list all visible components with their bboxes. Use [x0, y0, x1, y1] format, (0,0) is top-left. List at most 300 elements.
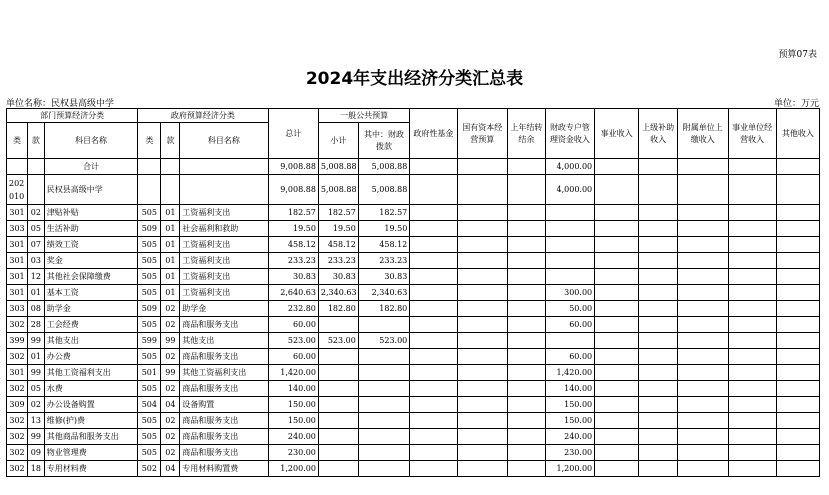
subtotal-cell [318, 349, 358, 365]
unit-row [7, 175, 820, 205]
state-capital-cell [457, 381, 507, 397]
dept-kuan-cell: 99 [28, 365, 45, 381]
carryover-cell [507, 253, 545, 269]
other-income-cell [776, 381, 819, 397]
gov-fund-cell [410, 301, 457, 317]
total-amount-cell: 182.57 [268, 205, 318, 221]
operating-income-cell [728, 397, 776, 413]
total-amount-cell: 140.00 [268, 381, 318, 397]
affiliate-income-cell [678, 397, 728, 413]
special-fund-cell: 60.00 [545, 317, 594, 333]
state-capital-cell [457, 413, 507, 429]
gov-classification-header: 政府预算经济分类 [138, 109, 268, 123]
affiliate-income-cell [678, 445, 728, 461]
special-fund-header: 财政专户管理资金收入 [545, 109, 594, 159]
affiliate-income-cell [678, 413, 728, 429]
operating-income-header: 事业单位经营收入 [728, 109, 776, 159]
superior-subsidy-cell [639, 413, 678, 429]
dept-lei-cell: 303 [7, 221, 28, 237]
state-capital-cell [457, 445, 507, 461]
total-special-fund: 4,000.00 [545, 159, 594, 175]
dept-lei-cell: 302 [7, 317, 28, 333]
unit-code: 202010 [7, 175, 28, 205]
dept-subject-cell: 物业管理费 [44, 445, 137, 461]
special-fund-cell: 1,200.00 [545, 461, 594, 477]
dept-subject-cell: 水费 [44, 381, 137, 397]
affiliate-income-cell [678, 461, 728, 477]
total-subtotal: 5,008.88 [318, 159, 358, 175]
dept-lei-cell: 303 [7, 301, 28, 317]
dept-lei-cell: 301 [7, 253, 28, 269]
other-income-cell [776, 221, 819, 237]
carryover-cell [507, 333, 545, 349]
special-fund-cell: 50.00 [545, 301, 594, 317]
special-fund-cell [545, 253, 594, 269]
gov-subject-cell: 其他支出 [180, 333, 268, 349]
superior-subsidy-cell [639, 349, 678, 365]
business-income-cell [595, 333, 639, 349]
carryover-cell [507, 301, 545, 317]
superior-subsidy-cell [639, 269, 678, 285]
gov-kuan-cell: 02 [161, 317, 180, 333]
dept-kuan-cell: 08 [28, 301, 45, 317]
affiliate-income-cell [678, 237, 728, 253]
table-row [7, 333, 820, 349]
fiscal-alloc-cell: 2,340.63 [358, 285, 409, 301]
table-row [7, 413, 820, 429]
dept-kuan-cell: 13 [28, 413, 45, 429]
dept-kuan-cell: 99 [28, 333, 45, 349]
subtotal-cell [318, 429, 358, 445]
gov-kuan-header: 款 [161, 123, 180, 159]
gov-subject-cell: 商品和服务支出 [180, 381, 268, 397]
other-income-cell [776, 285, 819, 301]
operating-income-cell [728, 237, 776, 253]
gov-lei-cell: 505 [138, 349, 161, 365]
gov-kuan-cell: 02 [161, 429, 180, 445]
dept-subject-cell: 其他工资福利支出 [44, 365, 137, 381]
business-income-cell [595, 445, 639, 461]
affiliate-income-cell [678, 269, 728, 285]
gov-subject-cell: 助学金 [180, 301, 268, 317]
other-income-cell [776, 365, 819, 381]
total-amount-cell: 458.12 [268, 237, 318, 253]
dept-kuan-cell: 18 [28, 461, 45, 477]
gov-subject-cell: 工资福利支出 [180, 285, 268, 301]
operating-income-cell [728, 333, 776, 349]
fiscal-alloc-cell [358, 397, 409, 413]
table-row [7, 365, 820, 381]
total-amount-cell: 60.00 [268, 349, 318, 365]
superior-subsidy-header: 上级补助收入 [639, 109, 678, 159]
state-capital-header: 国有资本经营预算 [457, 109, 507, 159]
gov-fund-cell [410, 413, 457, 429]
gov-lei-cell: 501 [138, 365, 161, 381]
dept-lei-cell: 302 [7, 349, 28, 365]
state-capital-cell [457, 221, 507, 237]
dept-lei-cell: 302 [7, 445, 28, 461]
state-capital-cell [457, 237, 507, 253]
state-capital-cell [457, 333, 507, 349]
gov-subject-cell: 商品和服务支出 [180, 349, 268, 365]
gov-lei-cell: 505 [138, 445, 161, 461]
dept-kuan-cell: 28 [28, 317, 45, 333]
special-fund-cell [545, 205, 594, 221]
subtotal-cell [318, 317, 358, 333]
general-budget-header: 一般公共预算 [318, 109, 409, 123]
gov-fund-cell [410, 221, 457, 237]
gov-subject-cell: 专用材料购置费 [180, 461, 268, 477]
dept-lei-cell: 301 [7, 237, 28, 253]
gov-kuan-cell: 01 [161, 205, 180, 221]
superior-subsidy-cell [639, 221, 678, 237]
dept-kuan-cell: 02 [28, 397, 45, 413]
dept-classification-header: 部门预算经济分类 [7, 109, 138, 123]
business-income-cell [595, 397, 639, 413]
dept-kuan-cell: 07 [28, 237, 45, 253]
superior-subsidy-cell [639, 237, 678, 253]
subtotal-cell: 182.57 [318, 205, 358, 221]
other-income-cell [776, 205, 819, 221]
superior-subsidy-cell [639, 461, 678, 477]
gov-lei-cell: 505 [138, 237, 161, 253]
carryover-cell [507, 461, 545, 477]
dept-kuan-cell: 05 [28, 381, 45, 397]
dept-lei-cell: 302 [7, 429, 28, 445]
superior-subsidy-cell [639, 429, 678, 445]
gov-subject-cell: 工资福利支出 [180, 205, 268, 221]
dept-kuan-cell: 01 [28, 285, 45, 301]
dept-lei-cell: 302 [7, 461, 28, 477]
business-income-cell [595, 461, 639, 477]
operating-income-cell [728, 413, 776, 429]
page-title: 2024年支出经济分类汇总表 [305, 69, 524, 89]
total-label: 合计 [44, 159, 137, 175]
subtotal-cell [318, 381, 358, 397]
dept-kuan-cell: 12 [28, 269, 45, 285]
subtotal-cell: 19.50 [318, 221, 358, 237]
special-fund-cell: 150.00 [545, 397, 594, 413]
carryover-cell [507, 221, 545, 237]
fiscal-alloc-cell [358, 445, 409, 461]
table-row [7, 237, 820, 253]
operating-income-cell [728, 365, 776, 381]
subtotal-cell: 30.83 [318, 269, 358, 285]
gov-fund-cell [410, 269, 457, 285]
dept-subject-cell: 生活补助 [44, 221, 137, 237]
gov-fund-cell [410, 461, 457, 477]
total-fiscal: 5,008.88 [358, 159, 409, 175]
fiscal-alloc-cell: 182.80 [358, 301, 409, 317]
carryover-cell [507, 413, 545, 429]
table-row [7, 317, 820, 333]
gov-fund-cell [410, 237, 457, 253]
other-income-cell [776, 317, 819, 333]
state-capital-cell [457, 349, 507, 365]
carryover-cell [507, 285, 545, 301]
gov-subject-cell: 商品和服务支出 [180, 429, 268, 445]
subtotal-cell: 523.00 [318, 333, 358, 349]
superior-subsidy-cell [639, 445, 678, 461]
business-income-cell [595, 269, 639, 285]
total-amount-cell: 150.00 [268, 413, 318, 429]
gov-lei-cell: 505 [138, 269, 161, 285]
superior-subsidy-cell [639, 365, 678, 381]
state-capital-cell [457, 317, 507, 333]
affiliate-income-cell [678, 317, 728, 333]
gov-subject-cell: 工资福利支出 [180, 237, 268, 253]
operating-income-cell [728, 381, 776, 397]
dept-kuan-cell: 05 [28, 221, 45, 237]
operating-income-cell [728, 205, 776, 221]
business-income-cell [595, 429, 639, 445]
total-amount-cell: 60.00 [268, 317, 318, 333]
subtotal-cell [318, 365, 358, 381]
state-capital-cell [457, 301, 507, 317]
state-capital-cell [457, 365, 507, 381]
gov-lei-cell: 505 [138, 413, 161, 429]
subtotal-cell [318, 445, 358, 461]
gov-lei-cell: 502 [138, 461, 161, 477]
special-fund-cell: 230.00 [545, 445, 594, 461]
total-amount-cell: 230.00 [268, 445, 318, 461]
dept-kuan-cell: 09 [28, 445, 45, 461]
superior-subsidy-cell [639, 301, 678, 317]
other-income-cell [776, 461, 819, 477]
other-income-cell [776, 413, 819, 429]
carryover-cell [507, 349, 545, 365]
special-fund-cell: 60.00 [545, 349, 594, 365]
unit-total: 9,008.88 [268, 175, 318, 205]
carryover-cell [507, 237, 545, 253]
gov-kuan-cell: 99 [161, 333, 180, 349]
state-capital-cell [457, 429, 507, 445]
total-amount-cell: 1,420.00 [268, 365, 318, 381]
total-amount-cell: 232.80 [268, 301, 318, 317]
gov-lei-cell: 505 [138, 205, 161, 221]
dept-lei-cell: 302 [7, 381, 28, 397]
gov-kuan-cell: 04 [161, 397, 180, 413]
dept-subject-cell: 津贴补贴 [44, 205, 137, 221]
subtotal-cell: 2,340.63 [318, 285, 358, 301]
superior-subsidy-cell [639, 205, 678, 221]
business-income-cell [595, 301, 639, 317]
gov-kuan-cell: 02 [161, 445, 180, 461]
affiliate-income-cell [678, 333, 728, 349]
carryover-cell [507, 397, 545, 413]
other-income-cell [776, 445, 819, 461]
business-income-header: 事业收入 [595, 109, 639, 159]
gov-kuan-cell: 01 [161, 285, 180, 301]
total-row [7, 159, 820, 175]
subtotal-cell [318, 461, 358, 477]
dept-subject-cell: 专用材料费 [44, 461, 137, 477]
table-row [7, 397, 820, 413]
gov-fund-cell [410, 445, 457, 461]
gov-kuan-cell: 02 [161, 301, 180, 317]
carryover-cell [507, 445, 545, 461]
fiscal-alloc-cell [358, 413, 409, 429]
gov-subject-cell: 商品和服务支出 [180, 445, 268, 461]
dept-subject-cell: 助学金 [44, 301, 137, 317]
expenditure-table [6, 108, 820, 477]
subtotal-cell: 458.12 [318, 237, 358, 253]
affiliate-income-cell [678, 381, 728, 397]
table-row [7, 205, 820, 221]
gov-subject-cell: 商品和服务支出 [180, 413, 268, 429]
table-row [7, 253, 820, 269]
gov-kuan-cell: 02 [161, 413, 180, 429]
operating-income-cell [728, 301, 776, 317]
other-income-cell [776, 429, 819, 445]
dept-subject-cell: 维修(护)费 [44, 413, 137, 429]
state-capital-cell [457, 285, 507, 301]
special-fund-cell [545, 333, 594, 349]
subtotal-header: 小计 [318, 123, 358, 159]
affiliate-income-header: 附属单位上缴收入 [678, 109, 728, 159]
table-row [7, 445, 820, 461]
operating-income-cell [728, 349, 776, 365]
other-income-cell [776, 397, 819, 413]
business-income-cell [595, 205, 639, 221]
unit-fiscal: 5,008.88 [358, 175, 409, 205]
business-income-cell [595, 285, 639, 301]
total-header: 总计 [268, 109, 318, 159]
other-income-cell [776, 237, 819, 253]
gov-lei-cell: 509 [138, 221, 161, 237]
carryover-header: 上年结转结余 [507, 109, 545, 159]
business-income-cell [595, 253, 639, 269]
superior-subsidy-cell [639, 253, 678, 269]
table-row [7, 429, 820, 445]
other-income-cell [776, 269, 819, 285]
operating-income-cell [728, 285, 776, 301]
affiliate-income-cell [678, 365, 728, 381]
fiscal-alloc-cell: 30.83 [358, 269, 409, 285]
unit-row-name: 民权县高级中学 [44, 175, 137, 205]
special-fund-cell: 240.00 [545, 429, 594, 445]
superior-subsidy-cell [639, 397, 678, 413]
gov-subject-cell: 设备购置 [180, 397, 268, 413]
gov-fund-cell [410, 253, 457, 269]
gov-kuan-cell: 99 [161, 365, 180, 381]
carryover-cell [507, 381, 545, 397]
table-row [7, 381, 820, 397]
gov-lei-header: 类 [138, 123, 161, 159]
state-capital-cell [457, 461, 507, 477]
dept-subject-cell: 办公设备购置 [44, 397, 137, 413]
other-income-cell [776, 301, 819, 317]
form-number: 预算07表 [778, 50, 817, 60]
table-row [7, 285, 820, 301]
fiscal-alloc-cell: 19.50 [358, 221, 409, 237]
state-capital-cell [457, 205, 507, 221]
subtotal-cell [318, 397, 358, 413]
total-amount-cell: 233.23 [268, 253, 318, 269]
fiscal-alloc-cell [358, 317, 409, 333]
gov-kuan-cell: 01 [161, 253, 180, 269]
gov-kuan-cell: 01 [161, 237, 180, 253]
other-income-cell [776, 333, 819, 349]
fiscal-alloc-cell [358, 365, 409, 381]
total-amount-cell: 19.50 [268, 221, 318, 237]
total-amount-cell: 30.83 [268, 269, 318, 285]
carryover-cell [507, 365, 545, 381]
gov-subject-cell: 工资福利支出 [180, 253, 268, 269]
special-fund-cell: 150.00 [545, 413, 594, 429]
gov-fund-cell [410, 333, 457, 349]
carryover-cell [507, 205, 545, 221]
other-income-header: 其他收入 [776, 109, 819, 159]
state-capital-cell [457, 397, 507, 413]
dept-lei-header: 类 [7, 123, 28, 159]
carryover-cell [507, 317, 545, 333]
table-row [7, 461, 820, 477]
business-income-cell [595, 317, 639, 333]
subtotal-cell [318, 413, 358, 429]
affiliate-income-cell [678, 429, 728, 445]
other-income-cell [776, 253, 819, 269]
dept-subject-cell: 其他社会保障缴费 [44, 269, 137, 285]
affiliate-income-cell [678, 205, 728, 221]
unit-name: 单位名称：民权县高级中学 [6, 99, 115, 109]
dept-lei-cell: 302 [7, 413, 28, 429]
unit-special-fund: 4,000.00 [545, 175, 594, 205]
operating-income-cell [728, 253, 776, 269]
table-row [7, 269, 820, 285]
currency-unit: 单位：万元 [773, 99, 819, 109]
total-amount-cell: 240.00 [268, 429, 318, 445]
special-fund-cell: 1,420.00 [545, 365, 594, 381]
other-income-cell [776, 349, 819, 365]
gov-fund-cell [410, 397, 457, 413]
special-fund-cell: 300.00 [545, 285, 594, 301]
affiliate-income-cell [678, 285, 728, 301]
superior-subsidy-cell [639, 333, 678, 349]
gov-lei-cell: 505 [138, 253, 161, 269]
dept-lei-cell: 301 [7, 285, 28, 301]
dept-subject-cell: 其他支出 [44, 333, 137, 349]
superior-subsidy-cell [639, 285, 678, 301]
fiscal-alloc-cell: 233.23 [358, 253, 409, 269]
total-amount: 9,008.88 [268, 159, 318, 175]
fiscal-alloc-cell [358, 349, 409, 365]
gov-subject-cell: 工资福利支出 [180, 269, 268, 285]
fiscal-alloc-cell [358, 461, 409, 477]
special-fund-cell [545, 237, 594, 253]
affiliate-income-cell [678, 349, 728, 365]
business-income-cell [595, 221, 639, 237]
dept-subject-cell: 其他商品和服务支出 [44, 429, 137, 445]
carryover-cell [507, 269, 545, 285]
dept-subject-cell: 基本工资 [44, 285, 137, 301]
operating-income-cell [728, 269, 776, 285]
business-income-cell [595, 237, 639, 253]
dept-subject-cell: 工会经费 [44, 317, 137, 333]
fiscal-alloc-header: 其中：财政拨款 [358, 123, 409, 159]
gov-lei-cell: 599 [138, 333, 161, 349]
dept-kuan-header: 款 [28, 123, 45, 159]
gov-lei-cell: 505 [138, 317, 161, 333]
superior-subsidy-cell [639, 381, 678, 397]
dept-kuan-cell: 02 [28, 205, 45, 221]
fiscal-alloc-cell: 458.12 [358, 237, 409, 253]
gov-kuan-cell: 02 [161, 381, 180, 397]
dept-lei-cell: 301 [7, 365, 28, 381]
operating-income-cell [728, 445, 776, 461]
dept-kuan-cell: 01 [28, 349, 45, 365]
fiscal-alloc-cell: 182.57 [358, 205, 409, 221]
